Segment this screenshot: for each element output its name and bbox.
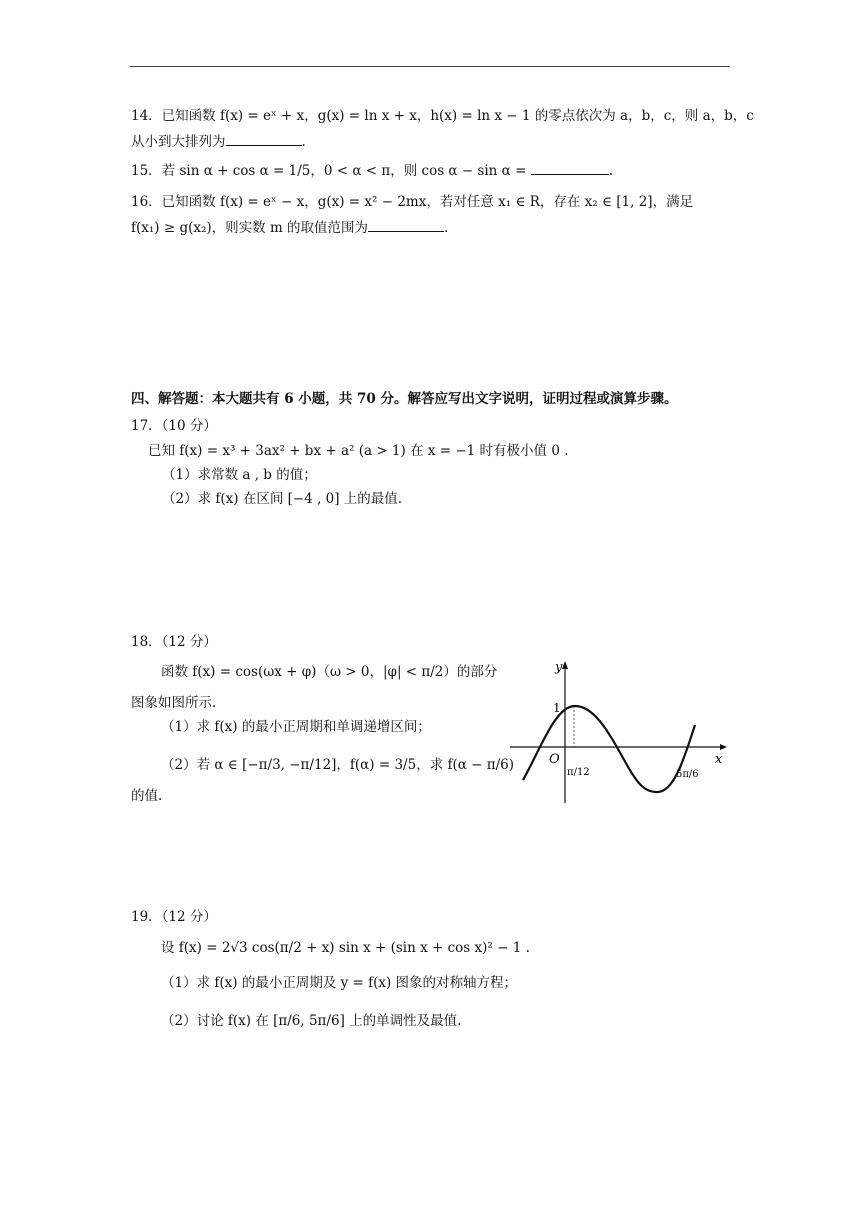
y-tick-label: 1 — [553, 701, 561, 715]
problem-14-line-2: 从小到大排列为 . — [131, 131, 306, 152]
problem-14-line-1: 14．已知函数 f(x) = eˣ + x，g(x) = ln x + x，h(x) = ln x − 1 的零点依次为 a，b，c，则 a，b，c — [131, 108, 754, 124]
answer-blank-16 — [368, 217, 444, 232]
y-axis-label: y — [555, 660, 563, 675]
problem-18-question-2-end: 的值. — [131, 788, 163, 804]
x-tick-label-2: 5π/6 — [676, 769, 699, 780]
problem-17-question-1: （1）求常数 a , b 的值； — [162, 467, 317, 483]
section-heading: 四、解答题：本大题共有 6 小题，共 70 分。解答应写出文字说明，证明过程或演算步骤。 — [131, 391, 678, 407]
problem-17-stem: 已知 f(x) = x³ + 3ax² + bx + a² (a > 1) 在 x = −1 时有极小值 0 . — [148, 443, 569, 459]
problem-16-line-1: 16．已知函数 f(x) = eˣ − x，g(x) = x² − 2mx，若对任意 x₁ ∈ R，存在 x₂ ∈ [1, 2]，满足 — [131, 194, 694, 210]
y-axis-arrow — [562, 661, 568, 669]
problem-17-head: 17．（10 分） — [131, 418, 217, 434]
origin-label: O — [549, 752, 560, 767]
problem-18-head: 18．（12 分） — [131, 634, 217, 650]
problem-19-question-2: （2）讨论 f(x) 在 [π/6, 5π/6] 上的单调性及最值. — [161, 1013, 462, 1029]
problem-16-line-2: f(x₁) ≥ g(x₂)，则实数 m 的取值范围为 . — [131, 217, 448, 238]
problem-18-stem-2: 图象如图所示. — [131, 695, 217, 711]
cosine-curve — [523, 706, 695, 792]
problem-18-question-1: （1）求 f(x) 的最小正周期和单调递增区间； — [161, 719, 431, 735]
x-axis-arrow — [720, 744, 727, 750]
problem-14-prompt: 从小到大排列为 — [131, 134, 226, 150]
cosine-graph — [505, 655, 730, 805]
x-axis-label: x — [715, 752, 723, 767]
problem-18-stem: 函数 f(x) = cos(ωx + φ)（ω > 0，|φ| < π/2）的部分 — [161, 664, 498, 680]
header-rule — [130, 66, 730, 67]
x-tick-label-1: π/12 — [567, 767, 590, 778]
answer-blank-15 — [531, 160, 609, 175]
problem-16-prompt: f(x₁) ≥ g(x₂)，则实数 m 的取值范围为 — [131, 220, 369, 236]
answer-blank-14 — [226, 131, 302, 146]
problem-19-question-1: （1）求 f(x) 的最小正周期及 y = f(x) 图象的对称轴方程； — [161, 975, 518, 991]
problem-17-question-2: （2）求 f(x) 在区间 [−4 , 0] 上的最值. — [162, 491, 403, 507]
problem-15-text: 15．若 sin α + cos α = 1/5，0 < α < π，则 cos α − sin α = — [131, 163, 527, 179]
problem-19-stem: 设 f(x) = 2√3 cos(π/2 + x) sin x + (sin x + cos x)² − 1 . — [161, 940, 530, 956]
problem-19-head: 19．（12 分） — [131, 909, 217, 925]
problem-15: 15．若 sin α + cos α = 1/5，0 < α < π，则 cos α − sin α = . — [131, 160, 613, 181]
problem-18-question-2: （2）若 α ∈ [−π/3, −π/12]，f(α) = 3/5，求 f(α − π/6) — [161, 757, 515, 773]
